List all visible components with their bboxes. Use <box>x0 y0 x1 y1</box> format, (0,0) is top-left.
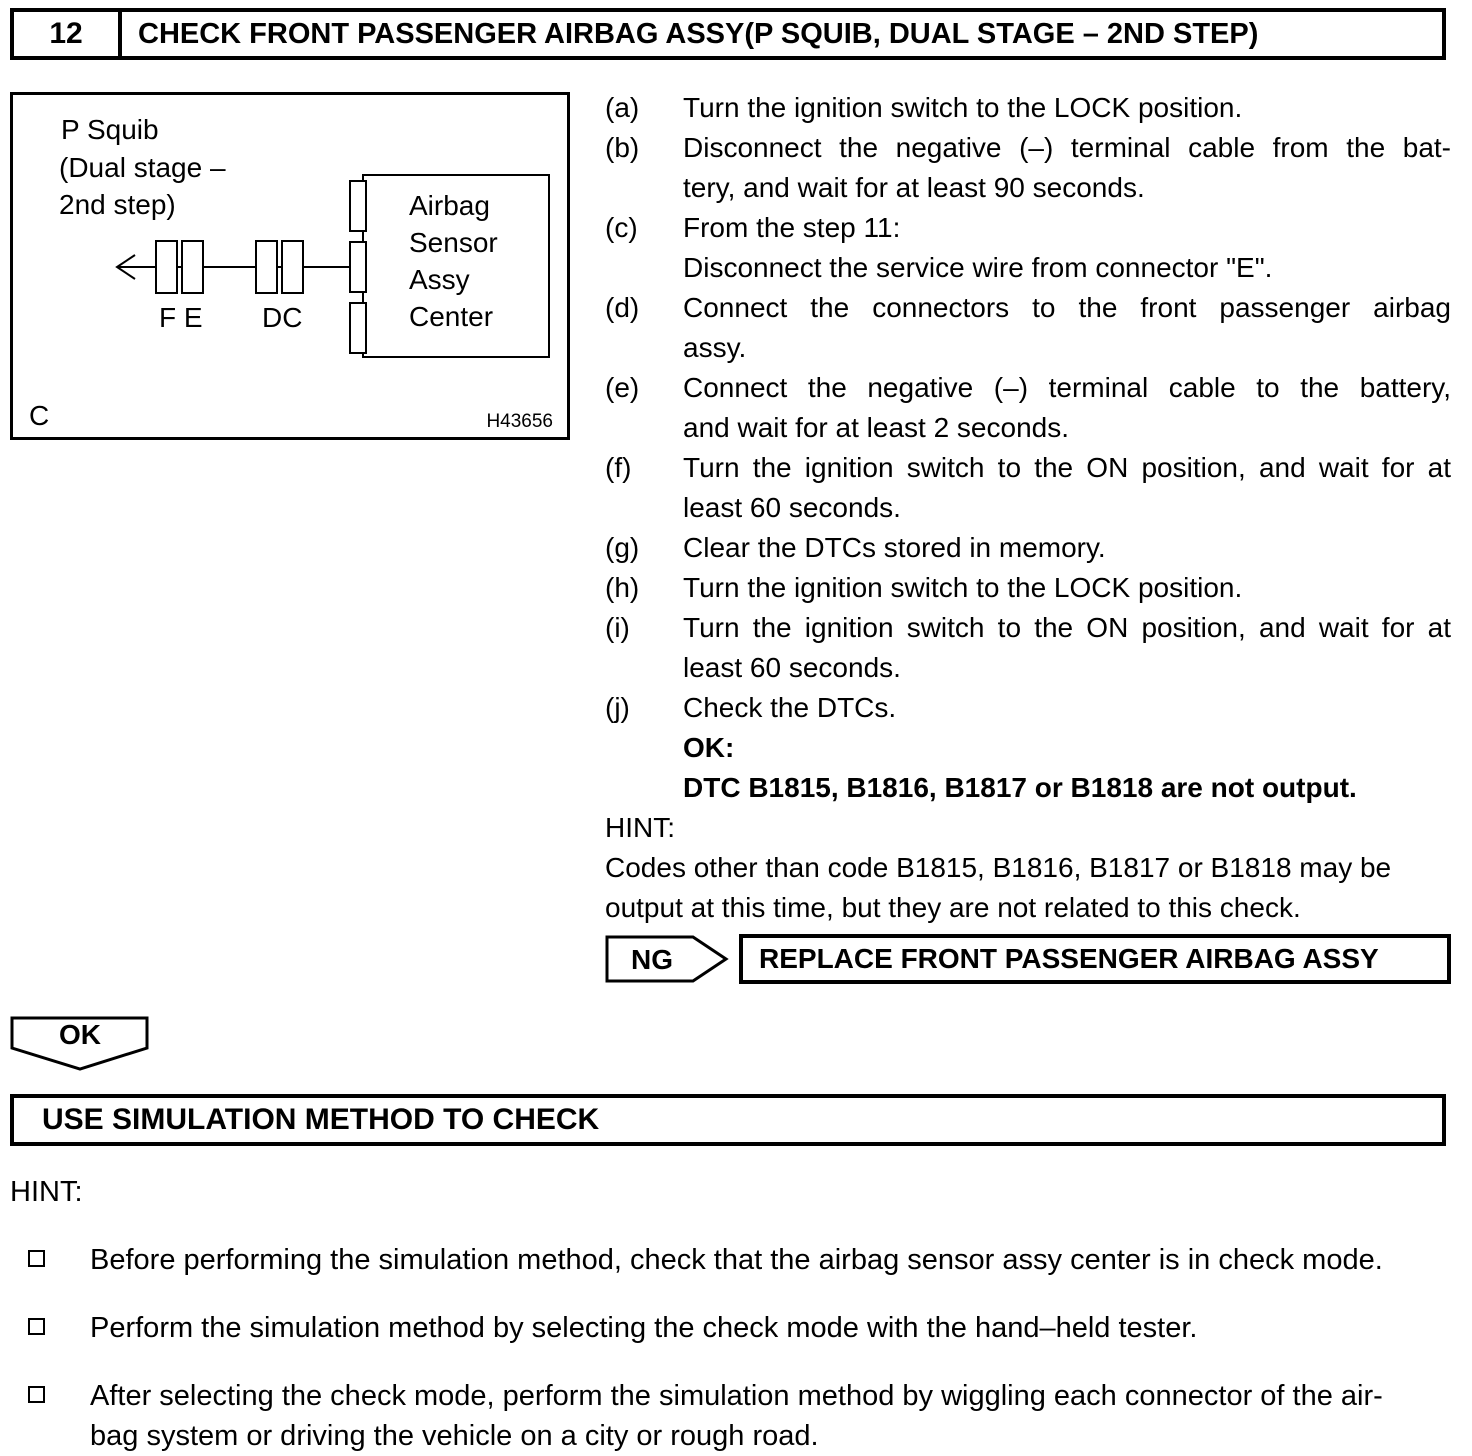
step-label: (f) <box>605 452 632 483</box>
bottom-hint-section <box>10 1172 1462 1456</box>
component-label-line2: (Dual stage – <box>59 152 226 183</box>
square-bullet-icon <box>28 1318 45 1335</box>
hint-item-text: Perform the simulation method by selecting the check mode with the hand–held tester. <box>90 1312 1198 1344</box>
step-text: Turn the ignition switch to the LOCK position. <box>683 92 1243 123</box>
procedure-step-f <box>605 448 1451 528</box>
hint-item-text: After selecting the check mode, perform the simulation method by wiggling each connector of the air- <box>90 1380 1383 1412</box>
ok-condition-label: OK: <box>683 732 735 763</box>
bullet-cell <box>10 1308 90 1348</box>
step-label: (h) <box>605 572 640 603</box>
step-label: (i) <box>605 612 630 643</box>
connector-label-dc: DC <box>262 302 303 333</box>
connector-f <box>156 241 177 293</box>
hint-item-1 <box>10 1240 1462 1280</box>
hint-block <box>605 808 1451 928</box>
step-text: least 60 seconds. <box>683 652 901 683</box>
step-text: and wait for at least 2 seconds. <box>683 412 1069 443</box>
sensor-label-line3: Assy <box>409 264 470 295</box>
ok-pentagon <box>10 1016 150 1072</box>
step-label: (j) <box>605 692 630 723</box>
wiring-diagram-figure <box>10 92 570 440</box>
hint-label: HINT: <box>605 812 675 843</box>
step-label: (e) <box>605 372 640 403</box>
hint-text: output at this time, but they are not related to this check. <box>605 892 1301 923</box>
step-text: Turn the ignition switch to the LOCK position. <box>683 572 1243 603</box>
ng-arrow <box>605 934 731 984</box>
step-header <box>10 8 1446 60</box>
connector-d <box>256 241 277 293</box>
sensor-tab-top <box>350 181 366 231</box>
component-label-line1: P Squib <box>61 114 159 145</box>
hint-item-3 <box>10 1376 1462 1456</box>
square-bullet-icon <box>28 1250 45 1267</box>
step-text: Connect the connectors to the front passenger airbag <box>683 292 1451 323</box>
step-text: Turn the ignition switch to the ON position, and wait for at <box>683 612 1451 643</box>
ng-action-box: REPLACE FRONT PASSENGER AIRBAG ASSY <box>739 934 1451 984</box>
ok-label: OK <box>59 1019 101 1050</box>
step-number: 12 <box>14 12 122 56</box>
procedure-step-c <box>605 208 1451 288</box>
hint-item-2 <box>10 1308 1462 1348</box>
step-text: Turn the ignition switch to the ON position, and wait for at <box>683 452 1451 483</box>
step-label: (c) <box>605 212 638 243</box>
figure-corner-label: C <box>29 400 50 431</box>
procedure-step-g <box>605 528 1451 568</box>
step-text: Clear the DTCs stored in memory. <box>683 532 1106 563</box>
sensor-label-line4: Center <box>409 301 494 332</box>
step-text: least 60 seconds. <box>683 492 901 523</box>
procedure-column <box>605 88 1451 984</box>
procedure-step-i <box>605 608 1451 688</box>
figure-code: H43656 <box>486 411 553 432</box>
procedure-step-j <box>605 688 1451 808</box>
hint-item-text: bag system or driving the vehicle on a city or rough road. <box>90 1420 819 1452</box>
procedure-step-d <box>605 288 1451 368</box>
procedure-step-e <box>605 368 1451 448</box>
sensor-tab-bottom <box>350 303 366 353</box>
step-label: (b) <box>605 132 640 163</box>
bottom-hint-label: HINT: <box>10 1176 83 1208</box>
simulation-method-header: USE SIMULATION METHOD TO CHECK <box>10 1094 1446 1146</box>
sensor-label-line1: Airbag <box>409 190 490 221</box>
step-text: Disconnect the service wire from connector "E". <box>683 252 1273 283</box>
page-title: CHECK FRONT PASSENGER AIRBAG ASSY(P SQUIB, DUAL STAGE – 2ND STEP) <box>138 17 1259 50</box>
procedure-step-a <box>605 88 1451 128</box>
procedure-step-h <box>605 568 1451 608</box>
step-text: Check the DTCs. <box>683 692 897 723</box>
ok-condition-text: DTC B1815, B1816, B1817 or B1818 are not output. <box>683 772 1357 803</box>
bullet-cell <box>10 1376 90 1456</box>
connector-c <box>282 241 303 293</box>
connector-e <box>182 241 203 293</box>
step-label: (a) <box>605 92 640 123</box>
step-text: assy. <box>683 332 747 363</box>
hint-text: Codes other than code B1815, B1816, B1817 or B1818 may be <box>605 852 1392 883</box>
component-label-line3: 2nd step) <box>59 189 176 220</box>
step-label: (g) <box>605 532 640 563</box>
ng-label: NG <box>631 944 673 975</box>
sensor-tab-middle <box>350 242 366 292</box>
step-text: Connect the negative (–) terminal cable to the battery, <box>683 372 1451 403</box>
connector-label-fe: F E <box>159 302 203 333</box>
step-text: Disconnect the negative (–) terminal cable from the bat- <box>683 132 1451 163</box>
procedure-step-b <box>605 128 1451 208</box>
step-label: (d) <box>605 292 640 323</box>
ok-connector <box>10 1016 150 1072</box>
step-text: tery, and wait for at least 90 seconds. <box>683 172 1145 203</box>
sensor-label-line2: Sensor <box>409 227 498 258</box>
step-text: From the step 11: <box>683 212 901 243</box>
wiring-diagram <box>13 95 567 437</box>
ng-result-row <box>605 934 1451 984</box>
hint-item-text: Before performing the simulation method, check that the airbag sensor assy center is in check mode. <box>90 1244 1383 1276</box>
square-bullet-icon <box>28 1386 45 1403</box>
bullet-cell <box>10 1240 90 1280</box>
